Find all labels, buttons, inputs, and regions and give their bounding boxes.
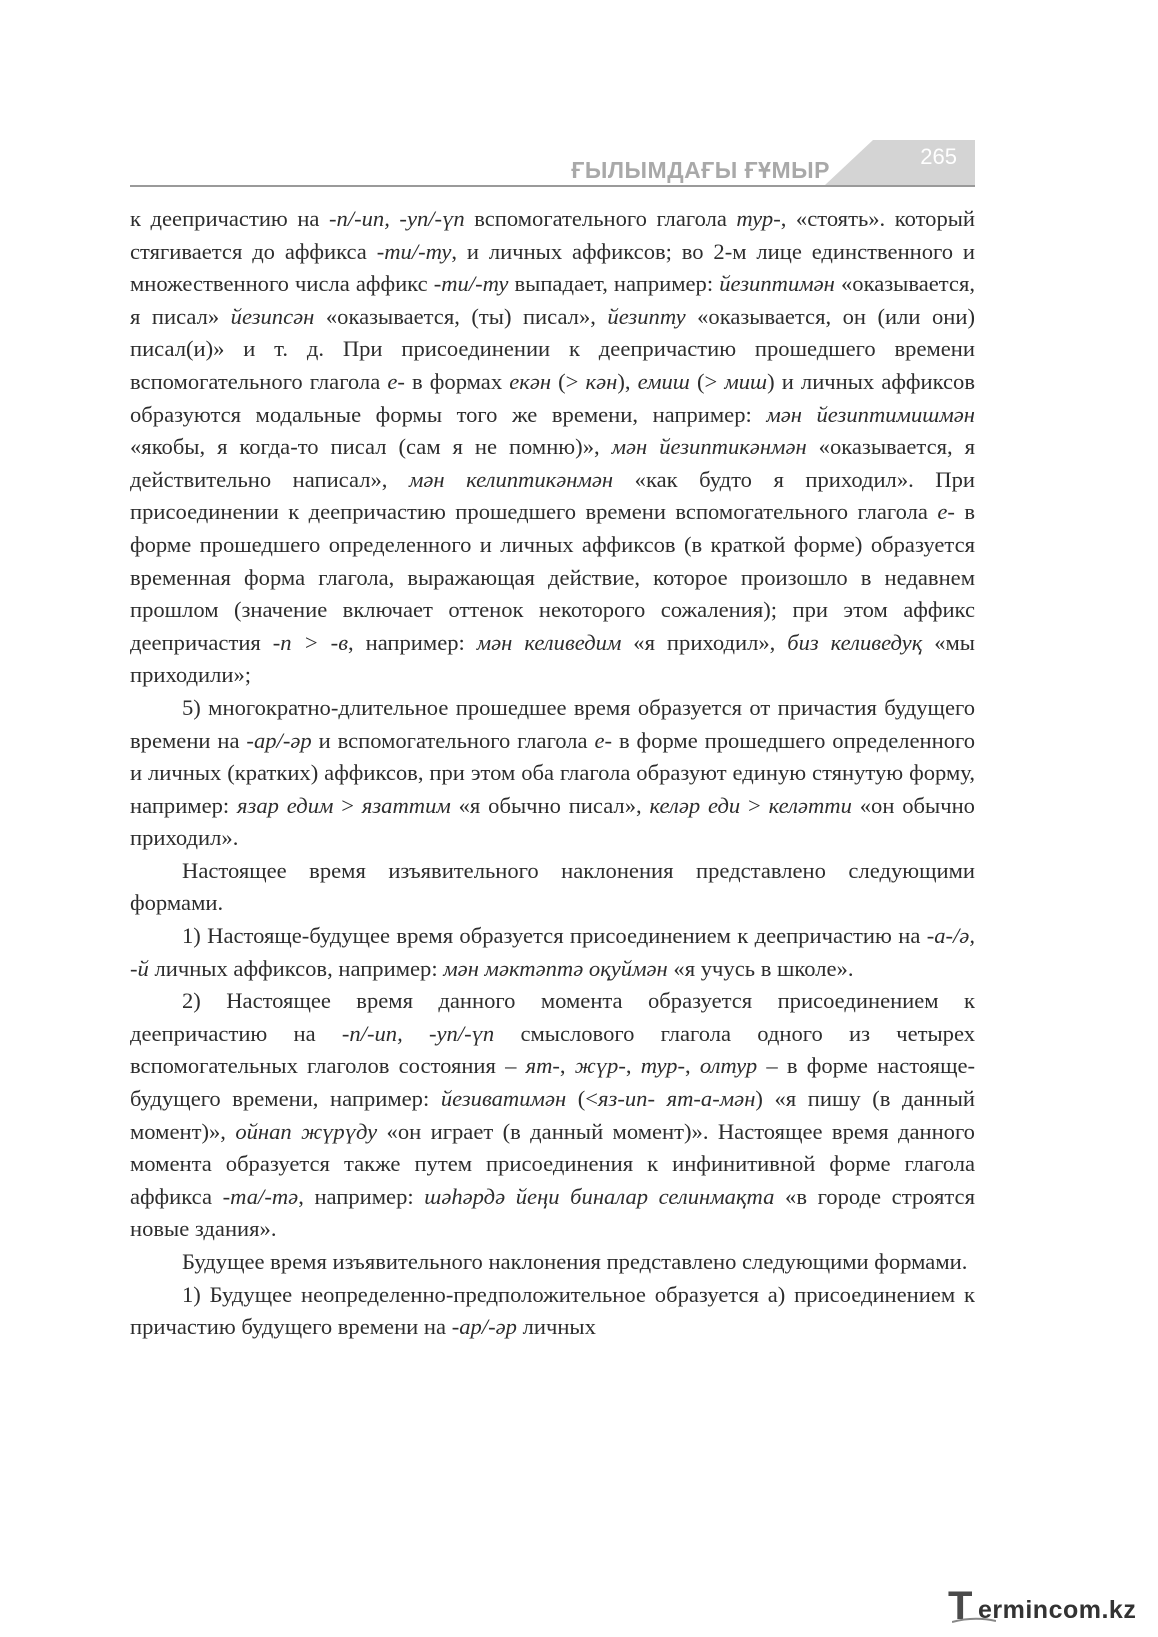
italic-term: ойнап жүрүду [235,1118,378,1144]
paragraph [130,985,975,1246]
text-run: Будущее время изъявительного наклонения представлено следующими формами. [182,1249,968,1274]
text-run: «оказывается, (ты) писал», [314,303,608,329]
italic-term: екән [509,368,552,394]
italic-term: йезипту [607,303,686,329]
italic-term: мән келиптикәнмән [408,466,614,492]
text-run: , [559,1053,575,1079]
italic-term: биз келиведуқ [787,629,923,655]
text-run: (> [551,368,586,394]
text-run: «он обычно приходил». [130,792,975,851]
text-run: «в городе строятся новые здания». [130,1183,975,1242]
text-run: , например: [298,1183,425,1209]
italic-term: -ти/-ту [433,271,509,297]
page-number: 265 [920,144,957,169]
text-run: выпадает, например: [508,271,720,297]
watermark-logo [948,1586,1148,1626]
text-run: , и личных аффиксов; во 2-м лице единственного и множественного числа аффикс [130,238,975,297]
text-run: «оказывается, он (или они) писал(и)» и т. д. При присоединении к деепричастию прошедшего времени вспомогательного глагола [130,303,975,394]
text-run: «оказывается, я писал» [130,271,975,329]
italic-term: е- [937,499,955,525]
header-rule [130,185,975,187]
paragraph [130,1246,975,1279]
watermark-letter-t: T [948,1584,973,1628]
italic-term: миш [724,368,768,394]
text-run: Настоящее время изъявительного наклонения представлено следующими формами. [130,857,975,916]
text-run: «я учусь в школе». [667,955,854,981]
italic-term: емиш [637,368,690,394]
italic-term: -п > -в [272,629,349,655]
text-run: «мы приходили»; [130,629,975,688]
italic-term: язар едим [237,792,334,818]
text-run: в форме прошедшего определенного и личных (кратких) аффиксов, при этом оба глагола образуют единую стянутую форму, например: [130,727,976,818]
italic-term: -та/-тә [222,1183,299,1209]
italic-term: йезипсән [230,303,315,329]
italic-term: ят- [525,1053,560,1079]
text-run: «он играет (в данный момент)». Настоящее время данного момента образуется также путем присоединения к инфинитивной форме глагола аффикса [130,1118,975,1209]
paragraph [130,1279,975,1344]
text-run: вспомогательного глагола [464,206,737,231]
italic-term: -а-/ә, -й [130,923,975,981]
text-run: 1) Настояще-будущее время образуется присоединением к деепричастию на [182,923,927,949]
italic-term: -ар/-әр [246,727,312,753]
text-run: «я обычно писал», [450,792,650,818]
italic-term: мән йезиптикәнмән [611,434,807,460]
text-run: личных аффиксов, например: [148,955,444,981]
running-header [130,140,975,190]
text-run: 2) Настоящее время данного момента образуется присоединением к деепричастию на [130,988,975,1046]
text-run: ) и личных аффиксов образуются модальные формы того же времени, например: [130,368,976,427]
text-run: «я приходил», [621,629,788,655]
text-run: ), [617,368,638,394]
italic-term: яз-ип- ят-а-мән [598,1086,756,1112]
running-header-title: ҒЫЛЫМДАҒЫ ҒҰМЫР [571,157,830,183]
text-run: «оказывается, я действительно написал», [130,434,975,492]
italic-term: тур- [640,1053,686,1079]
italic-term: -ар/-әр [451,1314,517,1340]
text-run: в формах [404,368,510,394]
text-run: – в форме настояще-будущего времени, например: [130,1053,976,1112]
italic-term: е- [594,727,613,753]
italic-term: е- [387,368,405,394]
paragraph [130,855,975,920]
italic-term: келәр еди [649,792,741,818]
text-run: > [333,792,362,818]
italic-term: мән йезиптимишмән [766,401,975,427]
text-run: > [740,792,769,818]
watermark-text: ermincom.kz [978,1596,1137,1624]
italic-term: мән келиведим [476,629,622,655]
italic-term: тур- [736,206,781,231]
text-run: в форме прошедшего определенного и личных аффиксов (в краткой форме) образуется временная форма глагола, выражающая действие, которое произошло в недавнем прошлом (значение включает оттенок некоторого сожаления); при этом аффикс деепричастия [130,499,975,655]
text-run: , например: [348,629,477,655]
paragraph [130,203,975,692]
text-run: , [625,1053,641,1079]
text-run: 1) Будущее неопределенно-предположительное образуется а) присоединением к причастию будущего времени на [130,1281,975,1340]
watermark-swoosh [952,1616,996,1624]
text-run: «якобы, я когда-то писал (сам я не помню)», [130,434,612,460]
text-run: ) «я пишу (в данный момент)», [130,1086,975,1144]
italic-term: кән [585,368,618,394]
paragraph [130,692,975,855]
text-run: личных [516,1314,596,1340]
italic-term: -ти/-ту [376,238,452,264]
italic-term: шәһәрдә йеңи биналар селинмақта [424,1183,775,1209]
italic-term: мән мәктәптә оқуймән [443,955,668,981]
italic-term: олтур [699,1053,758,1079]
paragraph [130,920,975,985]
text-run: к деепричастию на [130,206,330,231]
text-run: 5) многократно-длительное прошедшее время образуется от причастия будущего времени на [130,694,975,753]
text-run: , «стоять». который стягивается до аффикса [130,206,976,264]
text-run: смыслового глагола одного из четырех вспомогательных глаголов состояния – [130,1020,976,1079]
italic-term: жүр- [574,1053,626,1079]
text-run: и вспомогательного глагола [311,727,595,753]
italic-term: йезиптимән [719,271,835,297]
text-run: (< [566,1086,599,1112]
body-text [130,203,975,1344]
text-run: (> [689,368,725,394]
italic-term: язаттим [361,792,451,818]
text-run: «как будто я приходил». При присоединении к деепричастию прошедшего времени вспомогательного глагола [130,466,976,525]
italic-term: йезиватимән [440,1086,567,1112]
italic-term: келәтти [768,792,852,818]
italic-term: -п/-ип, -уп/-үп [329,206,465,231]
text-run: , [685,1053,700,1079]
italic-term: -п/-ип, -уп/-үп [341,1020,495,1046]
